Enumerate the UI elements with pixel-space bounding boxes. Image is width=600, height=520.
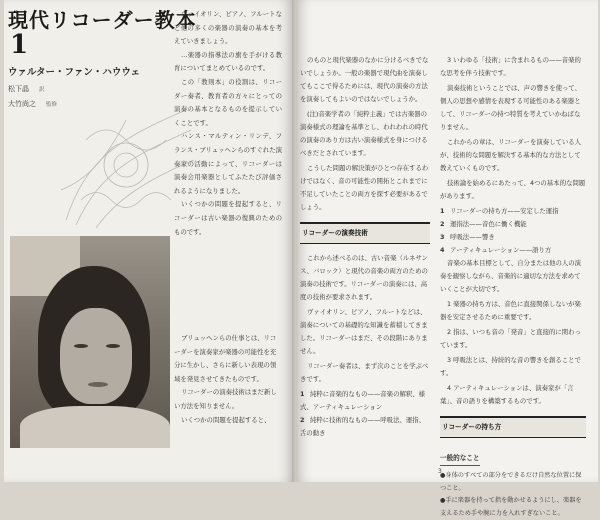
list-number: 2 xyxy=(440,220,445,228)
list-item xyxy=(440,218,586,231)
paragraph: ヴァイオリン、ピアノ、フルートなど他の多くの楽器の演奏の基本を考えていきましょう。 xyxy=(174,10,282,46)
paragraph: ブリュッヘンらの仕事とは、リコーダーを演奏家が楽器の可能性を充分に生かし、さらに新しい表現の領域を発見させてきたものです。 xyxy=(174,334,277,383)
credit-translator xyxy=(8,82,57,97)
list-number: 2 xyxy=(300,416,305,424)
list-item xyxy=(440,244,586,257)
author-photo xyxy=(10,236,170,448)
photo-eye xyxy=(74,344,88,348)
paragraph: ハンス・マルティン・リンデ、フランス・ブリュッヘンらのすぐれた演奏家の活動によって、リコーダーは演奏会用楽器としてふたたび評価されるようになりました。 xyxy=(174,132,282,195)
paragraph: リコーダーの演奏技術はまだ新しい方法を知りません。 xyxy=(174,388,277,410)
credits-block xyxy=(8,82,57,112)
right-column-2 xyxy=(440,54,586,520)
paragraph: …楽器の指導法の旗を手がける教育についてまとめているのです。 xyxy=(174,50,282,73)
paragraph: 4 アーティキュレーションは、演奏家が「言葉」、音の語りを構築するものです。 xyxy=(440,384,574,405)
list-item xyxy=(300,388,430,414)
list-text: アーティキュレーション——語り方 xyxy=(450,246,552,254)
credit-name: 大竹尚之 xyxy=(8,100,36,108)
bullet-item: ●身体のすべての部分をできるだけ自然な位置に保つこと。 xyxy=(440,472,582,492)
paragraph: こうした問題の解決策がひとつ存在するわけではなく、音の可能性の開拓とこれまでに不足していたことの両方を探す必要があるでしょう。 xyxy=(300,164,429,211)
paragraph: これからの章は、リコーダーを演奏している人が、技術的な問題を解決する基本的な方法として教えていくものです。 xyxy=(440,138,582,172)
paragraph: 2 指は、いつも音の「発音」と直接的に関わっています。 xyxy=(440,328,581,349)
photo-face xyxy=(60,308,132,404)
credit-role: 訳 xyxy=(39,87,45,93)
credit-name: 松下晶 xyxy=(8,85,29,93)
paragraph: この「教則本」の役割は、リコーダー奏者、教育者の方々にとっての演奏の基本となるものを提示していくことです。 xyxy=(174,77,282,127)
section-heading-technique: リコーダーの演奏技術 xyxy=(300,222,430,244)
list-number: 1 xyxy=(300,390,305,398)
photo-shirt xyxy=(20,406,170,448)
issue-number: 1 xyxy=(10,30,29,60)
paragraph: 1 楽器の持ち方は、音色に直接関係しないが楽器を安定させるために重要です。 xyxy=(440,300,581,321)
list-number: 3 xyxy=(440,233,445,241)
list-text: リコーダーの持ち方——安定した運指 xyxy=(450,207,559,215)
left-bottom-text xyxy=(174,332,282,427)
list-item xyxy=(440,231,586,244)
credit-supervisor xyxy=(8,97,57,112)
paragraph: いくつかの問題を提起すると、 xyxy=(181,415,271,424)
paragraph: いくつかの問題を提起すると、リコーダーは古い楽器の復興のためのものです。 xyxy=(174,200,282,236)
credit-role: 監修 xyxy=(46,102,58,108)
list-text: 呼吸法——響き xyxy=(450,233,495,241)
photo-mouth xyxy=(88,382,108,387)
photo-eye xyxy=(106,344,120,348)
author-name: ウァルター・ファン・ハウウェ xyxy=(8,67,140,78)
paragraph: (注)音楽学者の「純粋主義」では古楽器の演奏様式の理論を基準とし、われわれの時代の演奏のあり方は古い演奏様式を身につけるべきだとされています。 xyxy=(300,110,428,157)
book-title: 現代リコーダー教本 xyxy=(8,8,197,32)
list-text: 純粋に音楽的なもの——音楽の解釈、様式、アーティキュレーション xyxy=(300,390,426,411)
left-column-text xyxy=(174,8,282,239)
list-number: 1 xyxy=(440,207,445,215)
right-column-1 xyxy=(300,54,430,440)
page-number: 3 xyxy=(438,468,442,475)
paragraph: のものと現代楽器のなかに分けるべきでないでしょうか。一般の楽器で現代曲を演奏してもここで得るためには、現代の演奏の方法を演奏してもよいのではないでしょうか。 xyxy=(300,56,429,103)
paragraph: 3 呼吸法とは、持続的な音の響きを創ることです。 xyxy=(440,356,581,377)
subheading-general: 一般的なこと xyxy=(440,452,480,466)
list-item xyxy=(440,205,586,218)
paragraph: これから述べるのは、古い音楽（ルネサンス、バロック）と現代の音楽の両方のための演奏の技術です。リコーダーの演奏には、高度の技術が要求されます。 xyxy=(300,254,428,301)
paragraph: ヴァイオリン、ピアノ、フルートなどは、演奏についての基礎的な知識を蓄積してきました。リコーダーはまだ、その段階にありません。 xyxy=(300,308,428,355)
list-intro: 技術論を始めるにあたって、4つの基本的な問題があります。 xyxy=(440,179,586,200)
list-number: 4 xyxy=(440,246,445,254)
section-heading-holding: リコーダーの持ち方 xyxy=(440,416,586,438)
bullet-item: ●手に楽器を持って指を動かせるようにし、楽器を支えるため手や腕に力を入れすぎないこと。 xyxy=(440,497,582,517)
paragraph: 演奏技術ということでは、声の響きを使って、個人の思想や感情を表現する可能性のある楽器として、リコーダーの持つ特質を考えていかねばなりません。 xyxy=(440,84,582,131)
list-text: 運指法——音色に働く機能 xyxy=(450,220,527,228)
list-item xyxy=(300,414,430,440)
paragraph: 3 いわゆる「技術」に含まれるもの——音楽的な思考を伴う技術です。 xyxy=(440,56,581,77)
paragraph: 音楽の基本目標として、自分または他の人の演奏を観察しながら、音楽的に適切な方法を求めていくことが大切です。 xyxy=(440,259,582,293)
paragraph: リコーダー奏者は、まず次のことを学ぶべきです。 xyxy=(300,362,429,383)
list-text: 純粋に技術的なもの——呼吸法、運指、舌の動き xyxy=(300,416,426,437)
